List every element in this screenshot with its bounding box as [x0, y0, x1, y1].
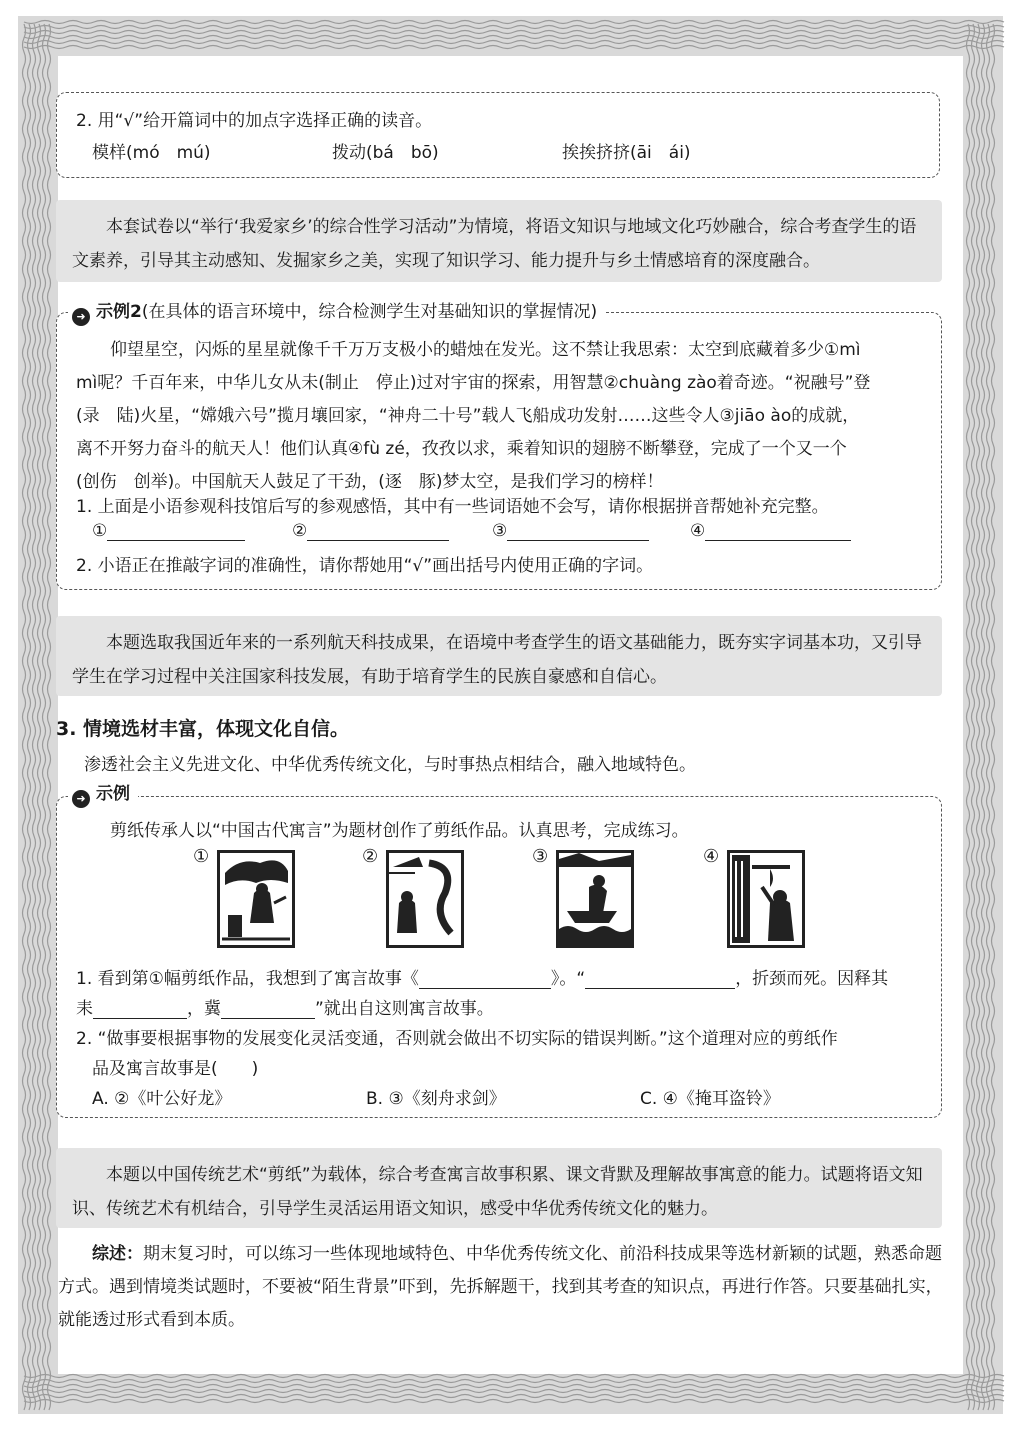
- blank-label-3: ③: [492, 521, 508, 541]
- example-2-passage-line-4: 离不开努力奋斗的航天人！他们认真④fù zé，孜孜以求，乘着知识的翅膀不断攀登，完成了一个又一个: [76, 439, 847, 459]
- answer-blank-3[interactable]: [507, 520, 649, 541]
- section-3-title: 3. 情境选材丰富，体现文化自信。: [56, 718, 350, 740]
- commentary-note-2: 本题选取我国近年来的一系列航天科技成果，在语境中考查学生的语文基础能力，既夯实字词基本功，又引导学生在学习过程中关注国家科技发展，有助于培育学生的民族自豪感和自信心。: [56, 616, 942, 696]
- blank-row-3: [492, 520, 649, 541]
- example-2-passage-line-5: (创伤 创举)。中国航天人鼓足了干劲，(逐 豚)梦太空，是我们学习的榜样！: [76, 472, 664, 492]
- example-3-question-2-line-2[interactable]: 品及寓言故事是( ): [92, 1059, 259, 1079]
- summary-text: 期末复习时，可以练习一些体现地域特色、中华优秀传统文化、前沿科技成果等选材新颖的试题，熟悉命题方式。遇到情境类试题时，不要被“陌生背景”吓到，先拆解题干，找到其考查的知识点，再进行作答。只要基础扎实，就能透过形式看到本质。: [58, 1244, 943, 1330]
- commentary-note-1: 本套试卷以“举行‘我爱家乡’的综合性学习活动”为情境，将语文知识与地域文化巧妙融合，综合考查学生的语文素养，引导其主动感知、发掘家乡之美，实现了知识学习、能力提升与乡土情感培育的深度融合。: [56, 200, 942, 282]
- answer-blank-2[interactable]: [307, 520, 449, 541]
- reading-options-3[interactable]: (āi ái): [630, 143, 691, 163]
- question-2-text: 2. 用“√”给开篇词中的加点字选择正确的读音。: [76, 111, 433, 131]
- example-3-intro: 剪纸传承人以“中国古代寓言”为题材创作了剪纸作品。认真思考，完成练习。: [110, 821, 689, 841]
- example-bubble-icon-2: ➜: [72, 790, 90, 808]
- answer-blank-4[interactable]: [705, 520, 851, 541]
- papercut-image-4: [727, 850, 805, 948]
- example-3-label: ➜ 示例: [68, 782, 138, 808]
- example-2-passage-line-3: (录 陆)火星，“嫦娥六号”揽月壤回家，“神舟二十号”载人飞船成功发射……这些令人③jiāo ào的成就，: [76, 406, 860, 426]
- example-bubble-icon: ➜: [72, 308, 90, 326]
- blank-row-2: [292, 520, 449, 541]
- reading-options-1[interactable]: (mó mú): [126, 143, 211, 163]
- option-a[interactable]: A. ②《叶公好龙》: [92, 1089, 232, 1109]
- panel-number-2: ②: [362, 846, 379, 867]
- quote-blank-2[interactable]: [93, 998, 187, 1019]
- reading-word-2: 拨动: [332, 143, 366, 163]
- example-3-question-1-line-2: 耒 ，冀 ”就出自这则寓言故事。: [76, 999, 494, 1019]
- summary-paragraph: [58, 1238, 946, 1337]
- papercut-image-2: [386, 850, 464, 948]
- reading-options-2[interactable]: (bá bō): [366, 143, 439, 163]
- panel-number-3: ③: [532, 846, 549, 867]
- reading-item-1: [92, 138, 211, 163]
- reading-item-3: [562, 138, 691, 163]
- example-2-passage-line-2: mì呢？千百年来，中华儿女从未(制止 停止)过对宇宙的探索，用智慧②chuàng zào着奇迹。“祝融号”登: [76, 373, 871, 393]
- blank-row-4: [690, 520, 851, 541]
- answer-blank-1[interactable]: [107, 520, 245, 541]
- reading-word-3: 挨挨挤挤: [562, 143, 630, 163]
- option-c[interactable]: C. ④《掩耳盗铃》: [640, 1089, 780, 1109]
- blank-label-4: ④: [690, 521, 706, 541]
- option-b[interactable]: B. ③《刻舟求剑》: [366, 1089, 506, 1109]
- example-3-question-1-line-1: 1. 看到第①幅剪纸作品，我想到了寓言故事《 》。“ ，折颈而死。因释其: [76, 969, 889, 989]
- example-2-label: ➜ 示例2(在具体的语言环境中，综合检测学生对基础知识的掌握情况): [68, 300, 605, 326]
- example-2-question-1: 1. 上面是小语参观科技馆后写的参观感悟，其中有一些词语她不会写，请你根据拼音帮她补充完整。: [76, 497, 829, 517]
- section-3-intro: 渗透社会主义先进文化、中华优秀传统文化，与时事热点相结合，融入地域特色。: [84, 755, 696, 775]
- example-3-question-2-line-1: 2. “做事要根据事物的发展变化灵活变通，否则就会做出不切实际的错误判断。”这个道理对应的剪纸作: [76, 1029, 838, 1049]
- commentary-note-3: 本题以中国传统艺术“剪纸”为载体，综合考查寓言故事积累、课文背默及理解故事寓意的能力。试题将语文知识、传统艺术有机结合，引导学生灵活运用语文知识，感受中华优秀传统文化的魅力。: [56, 1148, 942, 1228]
- papercut-image-3: [556, 850, 634, 948]
- reading-item-2: [332, 138, 439, 163]
- quote-blank-3[interactable]: [221, 998, 315, 1019]
- fable-title-blank[interactable]: [419, 968, 551, 989]
- blank-row: [92, 520, 245, 541]
- blank-label-2: ②: [292, 521, 308, 541]
- example-2-question-2: 2. 小语正在推敲字词的准确性，请你帮她用“√”画出括号内使用正确的字词。: [76, 556, 654, 576]
- example-2-passage-line-1: 仰望星空，闪烁的星星就像千千万万支极小的蜡烛在发光。这不禁让我思索：太空到底藏着多少①mì: [110, 340, 861, 360]
- reading-word-1: 模样: [92, 143, 126, 163]
- papercut-image-1: [217, 850, 295, 948]
- blank-label-1: ①: [92, 521, 108, 541]
- panel-number-1: ①: [193, 846, 210, 867]
- panel-number-4: ④: [703, 846, 720, 867]
- quote-blank-1[interactable]: [585, 968, 735, 989]
- summary-label: 综述：: [92, 1244, 143, 1264]
- question-2-box: [56, 92, 940, 178]
